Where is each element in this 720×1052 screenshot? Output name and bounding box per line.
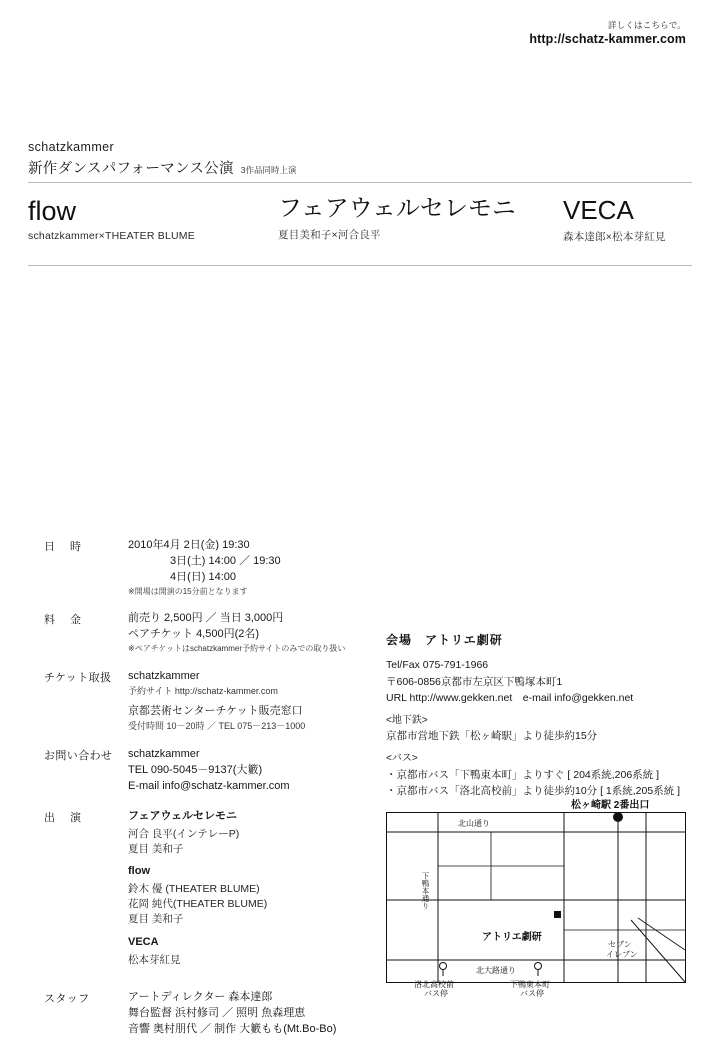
access-map	[386, 800, 686, 998]
info-row-staff	[44, 990, 384, 1038]
info-body-staff	[128, 990, 384, 1038]
info-row-datetime	[44, 538, 384, 597]
venue-url-email[interactable]: URL http://www.gekken.net e-mail info@gekken.net	[386, 692, 634, 705]
map-label-venue: アトリエ劇研	[482, 932, 542, 943]
price-line-2: ペアチケット 4,500円(2名)	[128, 628, 260, 641]
contact-line-1: schatzkammer	[128, 747, 200, 760]
work-title-farewell-sub: 夏目美和子×河合良平	[278, 228, 381, 241]
info-row-contact	[44, 747, 384, 795]
subtitle-row	[28, 157, 692, 178]
cast-name: 夏目 美和子	[128, 913, 184, 926]
cast-group-farewell	[128, 809, 384, 857]
cast-group-veca	[128, 935, 384, 968]
work-title-veca-main: VECA	[563, 195, 634, 225]
performance-subtitle: 新作ダンスパフォーマンス公演	[28, 161, 234, 177]
venue-bus-line-1: ・京都市バス「下鴨東本町」よりすぐ [ 204系統,206系統 ]	[386, 768, 660, 781]
map-label-kitayama: 北山通り	[458, 819, 490, 828]
venue-subway-head: <地下鉄>	[386, 714, 428, 726]
divider-top	[28, 182, 692, 183]
cast-name: 夏目 美和子	[128, 842, 184, 855]
venue-subway-line: 京都市営地下鉄「松ヶ崎駅」より徒歩約15分	[386, 730, 598, 743]
venue-address: 〒606-0856京都市左京区下鴨塚本町1	[386, 675, 563, 688]
website-url: http://schatz-kammer.com	[529, 32, 686, 47]
datetime-note: ※開場は開演の15分前となります	[128, 586, 248, 596]
venue-bus-line-2: ・京都市バス「洛北高校前」より徒歩約10分 [ 1系統,205系統 ]	[386, 785, 681, 798]
cast-name: 松本芽紅見	[128, 954, 181, 966]
info-body-price	[128, 611, 384, 654]
map-label-station-exit: 松ヶ崎駅 2番出口	[571, 800, 650, 811]
info-row-ticket	[44, 669, 384, 733]
price-line-1: 前売り 2,500円 ／ 当日 3,000円	[128, 612, 284, 625]
map-label-kitaoji: 北大路通り	[476, 966, 516, 975]
datetime-line-1: 2010年4月 2日(金) 19:30	[128, 539, 250, 551]
cast-name: 河合 良平(インテレーP)	[128, 827, 240, 840]
info-label-price: 料 金	[44, 614, 83, 627]
cast-group-flow	[128, 864, 384, 927]
contact-line-3[interactable]: E-mail info@schatz-kammer.com	[128, 779, 290, 792]
contact-line-2: TEL 090-5045－9137(大籔)	[128, 763, 263, 776]
map-label-seven-eleven-1: セブン	[608, 940, 632, 949]
details-note: 詳しくはこちらで。	[607, 20, 686, 30]
info-label-cast: 出 演	[44, 811, 83, 824]
info-label-ticket: チケット取扱	[44, 671, 112, 684]
venue-tel: Tel/Fax 075-791-1966	[386, 658, 489, 671]
info-body-contact	[128, 747, 384, 795]
venue-block	[386, 631, 696, 800]
datetime-line-2: 3日(土) 14:00 ／ 19:30	[170, 554, 281, 567]
price-note: ※ペアチケットはschatzkammer予約サイトのみでの取り扱い	[128, 644, 346, 654]
top-right-url-block	[529, 20, 686, 48]
map-label-bus-stop-2-line1: 下鴨東本町	[510, 980, 550, 989]
ticket-org-2: 京都芸術センターチケット販売窓口	[128, 704, 303, 717]
work-title-veca-sub: 森本達郎×松本芽紅見	[563, 231, 666, 244]
info-body-ticket	[128, 669, 384, 733]
map-graphic	[386, 800, 686, 992]
info-label-contact: お問い合わせ	[44, 749, 113, 762]
cast-group-flow-title: flow	[128, 865, 150, 878]
work-title-flow-sub: schatzkammer×THEATER BLUME	[28, 230, 195, 243]
brand-name: schatzkammer	[28, 140, 115, 154]
info-label-datetime: 日 時	[44, 541, 83, 553]
cast-group-veca-title: VECA	[128, 936, 159, 949]
work-title-flow-main: flow	[28, 196, 77, 226]
map-label-seven-eleven-2: イレブン	[606, 950, 638, 959]
ticket-org-2-sub: 受付時間 10－20時 ／ TEL 075－213－1000	[128, 720, 306, 731]
map-label-bus-stop-1-line1: 洛北高校前	[414, 980, 454, 989]
info-row-price	[44, 611, 384, 654]
cast-group-farewell-title: フェアウェルセレモニ	[128, 809, 238, 822]
info-body-cast	[128, 809, 384, 976]
map-label-bus-stop-1-line2: バス停	[424, 989, 448, 998]
venue-title: 会場 アトリエ劇研	[386, 633, 503, 647]
info-list	[44, 538, 384, 1052]
ticket-org-1: schatzkammer	[128, 669, 200, 682]
staff-line-1: アートディレクター 森本達郎	[128, 990, 273, 1003]
ticket-org-1-sub[interactable]: 予約サイト http://schatz-kammer.com	[128, 685, 278, 696]
cast-name: 鈴木 優 (THEATER BLUME)	[128, 883, 260, 896]
info-label-staff: スタッフ	[44, 992, 90, 1005]
work-title-flow	[28, 196, 195, 242]
map-label-bus-stop-2-line2: バス停	[520, 989, 544, 998]
cast-name: 花岡 純代(THEATER BLUME)	[128, 898, 268, 911]
map-label-shimogamo-hondori: 下鴨本通り	[421, 872, 430, 910]
divider-bottom	[28, 265, 692, 266]
work-title-veca	[563, 196, 666, 244]
header-block	[28, 140, 692, 178]
work-titles	[28, 196, 692, 258]
staff-line-2: 舞台監督 浜村修司 ／ 照明 魚森理恵	[128, 1006, 306, 1019]
datetime-line-3: 4日(日) 14:00	[170, 570, 237, 583]
info-row-cast	[44, 809, 384, 976]
work-title-farewell-main: フェアウェルセレモニ	[278, 195, 516, 222]
info-body-datetime	[128, 538, 384, 597]
staff-line-3: 音響 奥村朋代 ／ 制作 大籔もも(Mt.Bo-Bo)	[128, 1022, 337, 1035]
performance-subtitle-note: 3作品同時上演	[240, 165, 297, 175]
venue-bus-head: <バス>	[386, 753, 418, 765]
work-title-farewell	[278, 196, 516, 242]
